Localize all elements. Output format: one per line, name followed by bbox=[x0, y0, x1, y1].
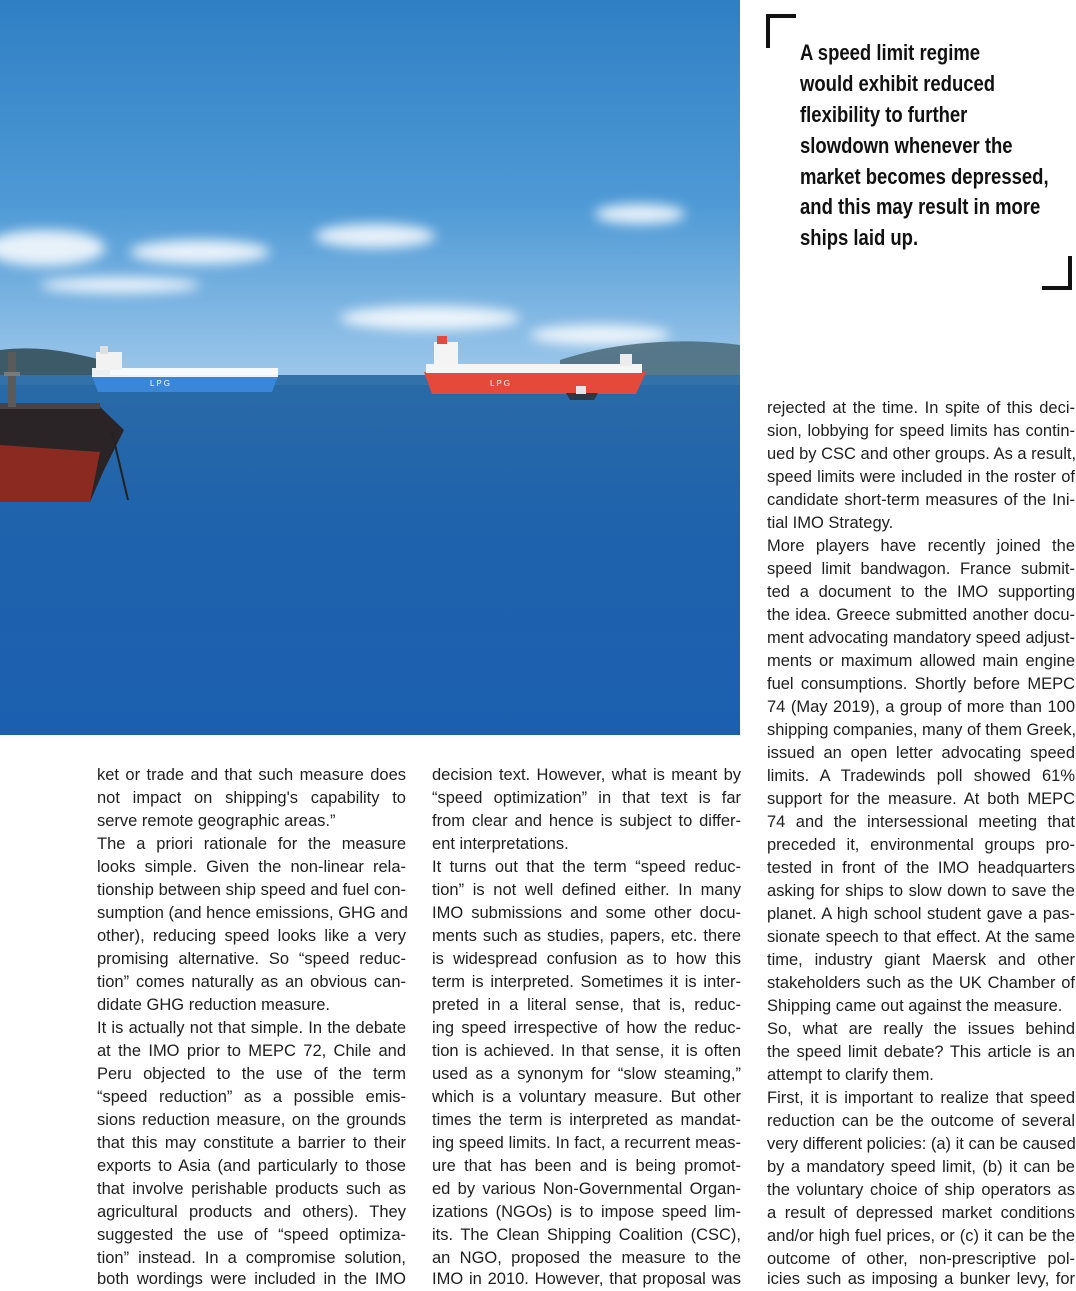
text-line: tionship between ship speed and fuel con- bbox=[97, 881, 406, 899]
text-line: the voluntary choice of ship operators as bbox=[767, 1181, 1075, 1199]
text-line: serve remote geographic areas.” bbox=[97, 812, 336, 830]
text-line: shipping companies, many of them Greek, bbox=[767, 721, 1076, 739]
text-line: and/or high fuel prices, or (c) it can be the bbox=[767, 1227, 1075, 1245]
text-line: that involve perishable products such as bbox=[97, 1180, 406, 1198]
text-line: tested in front of the IMO headquarters bbox=[767, 859, 1075, 877]
text-line: exports to Asia (and particularly to those bbox=[97, 1157, 406, 1175]
text-line: ued by CSC and other groups. As a result, bbox=[767, 445, 1076, 463]
text-line: at the IMO prior to MEPC 72, Chile and bbox=[97, 1042, 406, 1060]
text-line: Shipping came out against the measure. bbox=[767, 997, 1063, 1015]
text-line: “speed optimization” in that text is far bbox=[432, 789, 741, 807]
text-line: It turns out that the term “speed reduc- bbox=[432, 858, 741, 876]
pull-quote-line: slowdown whenever the bbox=[800, 133, 1013, 158]
text-line: term is interpreted. Sometimes it is inter- bbox=[432, 973, 741, 991]
text-line: ments or maximum allowed main engine bbox=[767, 652, 1075, 670]
ship2-label: L P G bbox=[490, 379, 511, 388]
ship1-label: L P G bbox=[150, 379, 171, 388]
pull-quote-line: ships laid up. bbox=[800, 225, 919, 250]
text-line: preceded it, environmental groups pro- bbox=[767, 836, 1075, 854]
text-line: tion” comes naturally as an obvious can- bbox=[97, 973, 406, 991]
pull-quote-line: and this may result in more bbox=[800, 194, 1041, 219]
text-line: sionate speech to that effect. At the same bbox=[767, 928, 1075, 946]
text-line: issued an open letter advocating speed bbox=[767, 744, 1075, 762]
text-line: used as a synonym for “slow steaming,” bbox=[432, 1065, 741, 1083]
text-line: sumption (and hence emissions, GHG and bbox=[97, 904, 408, 922]
text-line: reduction can be the outcome of several bbox=[767, 1112, 1075, 1130]
text-line: decision text. However, what is meant by bbox=[432, 766, 741, 784]
text-line: promising alternative. So “speed reduc- bbox=[97, 950, 406, 968]
text-line: IMO in 2010. However, that proposal was bbox=[432, 1270, 741, 1288]
text-line: ted a document to the IMO supporting bbox=[767, 583, 1075, 601]
text-line: asking for ships to slow down to save the bbox=[767, 882, 1075, 900]
text-line: the idea. Greece submitted another docu- bbox=[767, 606, 1075, 624]
text-line: both wordings were included in the IMO bbox=[97, 1270, 406, 1288]
text-line: speed limits were included in the roster of bbox=[767, 468, 1075, 486]
text-line: “speed reduction” as a possible emis- bbox=[97, 1088, 406, 1106]
tankers-at-sea-photo bbox=[0, 0, 740, 735]
text-line: The a priori rationale for the measure bbox=[97, 835, 406, 853]
text-line: 74 and the intersessional meeting that bbox=[767, 813, 1075, 831]
text-line: ing speed irrespective of how the reduc- bbox=[432, 1019, 741, 1037]
text-line: suggested the use of “speed optimiza- bbox=[97, 1226, 406, 1244]
text-line: time, industry giant Maersk and other bbox=[767, 951, 1075, 969]
text-line: ed by various Non-Governmental Organ- bbox=[432, 1180, 741, 1198]
pull-quote-line: would exhibit reduced bbox=[800, 71, 996, 96]
pull-quote-line: A speed limit regime bbox=[800, 40, 981, 65]
text-line: Peru objected to the use of the term bbox=[97, 1065, 406, 1083]
text-line: by a mandatory speed limit, (b) it can be bbox=[767, 1158, 1075, 1176]
text-line: It is actually not that simple. In the debate bbox=[97, 1019, 406, 1037]
text-line: a result of depressed market conditions bbox=[767, 1204, 1075, 1222]
text-line: More players have recently joined the bbox=[767, 537, 1075, 555]
text-line: outcome of other, non-prescriptive pol- bbox=[767, 1250, 1075, 1268]
text-line: First, it is important to realize that speed bbox=[767, 1089, 1075, 1107]
text-line: an NGO, proposed the measure to the bbox=[432, 1249, 741, 1267]
text-line: speed limit bandwagon. France submit- bbox=[767, 560, 1075, 578]
text-line: tion” is not well defined either. In many bbox=[432, 881, 741, 899]
quote-corner-top-left bbox=[766, 14, 796, 48]
quote-corner-bottom-right bbox=[1042, 256, 1072, 290]
text-line: that this may constitute a barrier to their bbox=[97, 1134, 406, 1152]
text-line: which is a voluntary measure. But other bbox=[432, 1088, 741, 1106]
text-line: IMO submissions and some other docu- bbox=[432, 904, 741, 922]
text-line: attempt to clarify them. bbox=[767, 1066, 934, 1084]
text-line: 74 (May 2019), a group of more than 100 bbox=[767, 698, 1075, 716]
pull-quote bbox=[766, 14, 1076, 290]
text-line: ment advocating mandatory speed adjust- bbox=[767, 629, 1075, 647]
text-line: ing speed limits. In fact, a recurrent meas- bbox=[432, 1134, 741, 1152]
text-line: tion” instead. In a compromise solution, bbox=[97, 1249, 406, 1267]
text-line: stakeholders such as the UK Chamber of bbox=[767, 974, 1075, 992]
text-line: candidate short-term measures of the Ini- bbox=[767, 491, 1075, 509]
text-line: So, what are really the issues behind bbox=[767, 1020, 1075, 1038]
text-line: the speed limit debate? This article is an bbox=[767, 1043, 1075, 1061]
text-line: izations (NGOs) is to impose speed lim- bbox=[432, 1203, 741, 1221]
pull-quote-line: flexibility to further bbox=[800, 102, 968, 127]
text-line: other), reducing speed looks like a very bbox=[97, 927, 406, 945]
text-line: from clear and hence is subject to differ- bbox=[432, 812, 741, 830]
text-line: didate GHG reduction measure. bbox=[97, 996, 330, 1014]
text-line: tial IMO Strategy. bbox=[767, 514, 894, 532]
text-line: icies such as imposing a bunker levy, for bbox=[767, 1270, 1075, 1288]
text-line: is widespread confusion as to how this bbox=[432, 950, 741, 968]
text-line: preted in a literal sense, that is, reduc- bbox=[432, 996, 741, 1014]
text-line: agricultural products and others). They bbox=[97, 1203, 406, 1221]
text-line: times the term is interpreted as mandat- bbox=[432, 1111, 741, 1129]
text-line: not impact on shipping's capability to bbox=[97, 789, 406, 807]
text-line: ket or trade and that such measure does bbox=[97, 766, 406, 784]
text-line: looks simple. Given the non-linear rela- bbox=[97, 858, 406, 876]
text-line: sions reduction measure, on the grounds bbox=[97, 1111, 406, 1129]
text-line: limits. A Tradewinds poll showed 61% bbox=[767, 767, 1075, 785]
text-line: ments such as studies, papers, etc. there bbox=[432, 927, 741, 945]
text-line: rejected at the time. In spite of this deci- bbox=[767, 399, 1075, 417]
text-line: tion is achieved. In that sense, it is often bbox=[432, 1042, 741, 1060]
text-line: fuel consumptions. Shortly before MEPC bbox=[767, 675, 1075, 693]
text-line: ent interpretations. bbox=[432, 835, 569, 853]
text-line: very different policies: (a) it can be caused bbox=[767, 1135, 1076, 1153]
text-line: its. The Clean Shipping Coalition (CSC), bbox=[432, 1226, 741, 1244]
text-line: support for the measure. At both MEPC bbox=[767, 790, 1075, 808]
text-line: sion, lobbying for speed limits has contin- bbox=[767, 422, 1075, 440]
text-line: ure that has been and is being promot- bbox=[432, 1157, 741, 1175]
text-line: planet. A high school student gave a pas- bbox=[767, 905, 1075, 923]
pull-quote-line: market becomes depressed, bbox=[800, 164, 1049, 189]
